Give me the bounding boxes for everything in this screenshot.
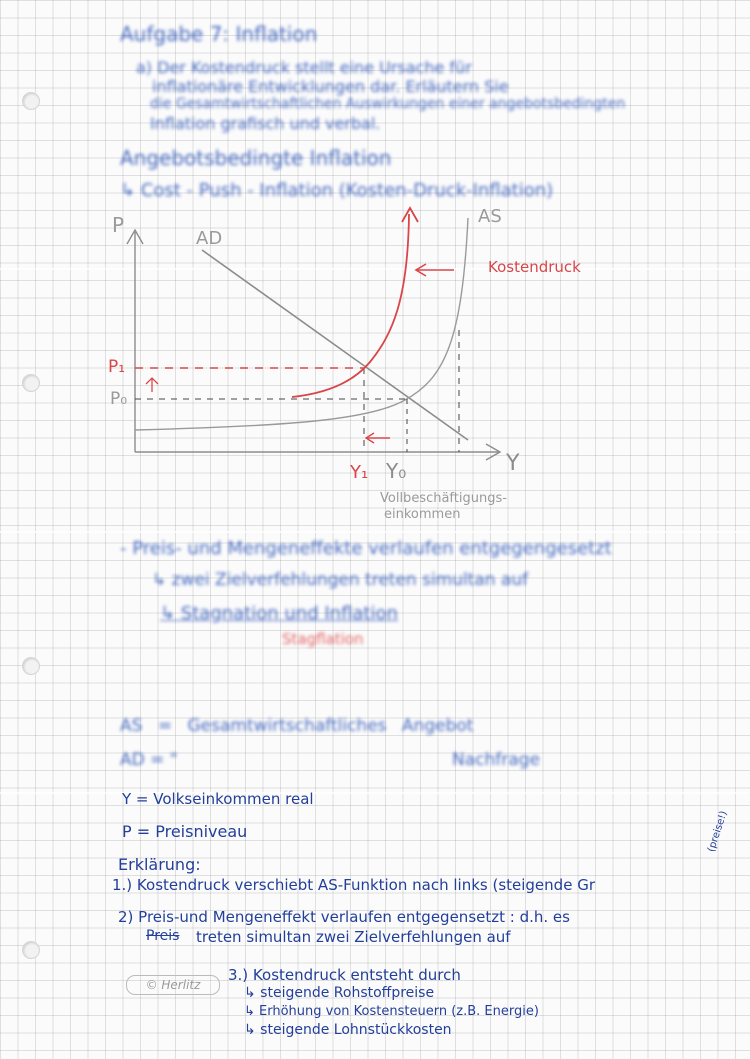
label-y-axis: Y <box>506 451 520 476</box>
as-shifted-curve <box>292 214 409 397</box>
stagflation-note: Stagflation <box>282 630 364 648</box>
label-as: AS <box>478 206 502 227</box>
explanation-point-2-line-1: 2) Preis-und Mengeneffekt verlaufen entgegensetzt : d.h. es <box>118 908 570 926</box>
legend-as: AS = Gesamtwirtschaftliches Angebot <box>120 716 474 736</box>
label-p1: P₁ <box>108 357 126 377</box>
question-line-1: a) Der Kostendruck stellt eine Ursache für <box>136 58 472 77</box>
explanation-point-2-struck: Preis <box>146 928 180 944</box>
question-line-3: die Gesamtwirtschaftlichen Auswirkungen einer angebotsbedingten <box>150 96 626 112</box>
explanation-title: Erklärung: <box>118 855 201 874</box>
explanation-point-3-item-3: ↳ steigende Lohnstückkosten <box>244 1022 452 1038</box>
red-graph <box>135 208 454 443</box>
section-heading: Angebotsbedingte Inflation <box>120 146 392 170</box>
label-y0: Y₀ <box>386 459 407 483</box>
explanation-point-3-item-1: ↳ steigende Rohstoffpreise <box>244 985 435 1001</box>
label-vollbeschaeftigung-1: Vollbeschäftigungs- <box>380 491 507 506</box>
label-p-axis: P <box>112 213 125 237</box>
legend-ad-prefix: AD = " <box>120 750 178 770</box>
section-subheading: ↳ Cost - Push - Inflation (Kosten-Druck-Inflation) <box>120 180 554 201</box>
label-kostendruck: Kostendruck <box>488 258 581 276</box>
as-shift-arrow-head <box>402 208 418 222</box>
as-curve <box>135 218 468 430</box>
legend-ad-suffix: Nachfrage <box>452 750 540 770</box>
explanation-point-1-margin: (preise!) <box>706 809 730 854</box>
herlitz-logo: © Herlitz <box>126 975 220 995</box>
label-y1: Y₁ <box>350 462 369 483</box>
question-line-4: Inflation grafisch und verbal. <box>150 114 381 133</box>
question-line-2: inflationäre Entwicklungen dar. Erläutern Sie <box>152 77 509 96</box>
explanation-point-2-line-2: treten simultan zwei Zielverfehlungen auf <box>196 928 511 946</box>
explanation-point-1: 1.) Kostendruck verschiebt AS-Funktion nach links (steigende Gr <box>112 876 595 894</box>
label-p0: P₀ <box>110 389 128 409</box>
note-line-1: - Preis- und Mengeneffekte verlaufen entgegengesetzt <box>120 538 612 559</box>
label-ad: AD <box>196 228 223 249</box>
note-line-2: ↳ zwei Zielverfehlungen treten simultan auf <box>152 570 529 590</box>
task-title: Aufgabe 7: Inflation <box>120 22 318 46</box>
explanation-point-3-item-2: ↳ Erhöhung von Kostensteuern (z.B. Energie) <box>244 1004 539 1019</box>
note-line-3: ↳ Stagnation und Inflation <box>160 603 398 624</box>
legend-y: Y = Volkseinkommen real <box>122 790 314 808</box>
explanation-point-3-title: 3.) Kostendruck entsteht durch <box>228 966 461 984</box>
ad-curve <box>202 250 468 440</box>
pencil-graph <box>127 218 500 460</box>
label-vollbeschaeftigung-2: einkommen <box>384 507 461 522</box>
legend-p: P = Preisniveau <box>122 822 248 841</box>
